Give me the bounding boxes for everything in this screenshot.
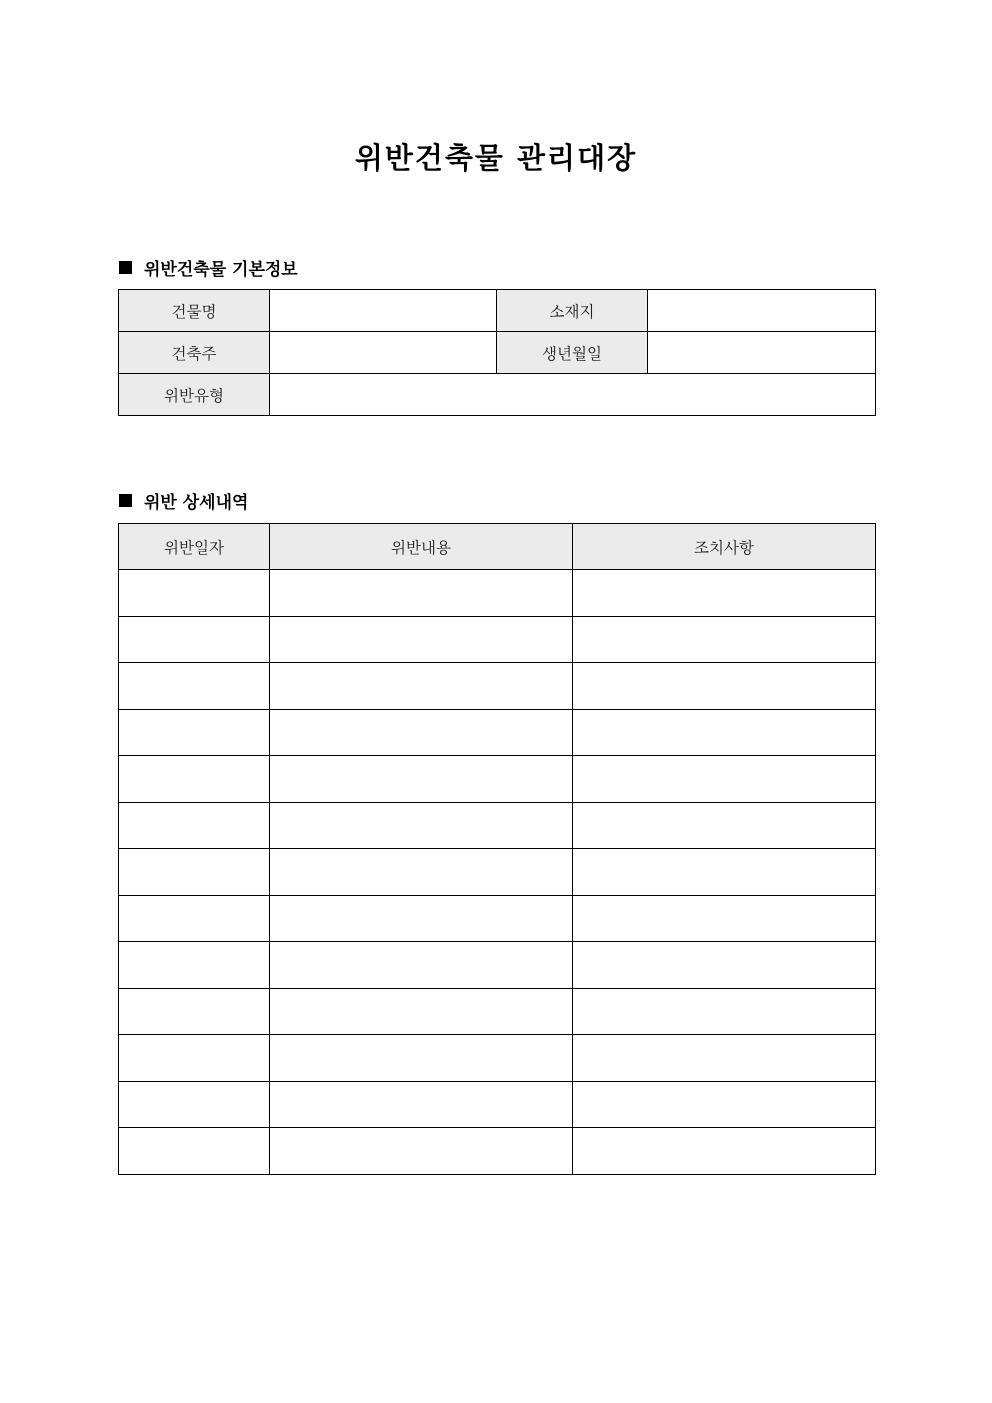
table-row (119, 374, 876, 416)
section-heading-violation-details (119, 488, 248, 513)
table-row (119, 942, 876, 989)
violation-date-cell[interactable] (119, 942, 270, 989)
table-row (119, 290, 876, 332)
location-field[interactable] (648, 290, 876, 332)
table-row (119, 1128, 876, 1175)
table-row (119, 1081, 876, 1128)
table-row (119, 988, 876, 1035)
building-name-label: 건물명 (119, 290, 270, 332)
violation-date-cell[interactable] (119, 802, 270, 849)
violation-content-cell[interactable] (270, 616, 573, 663)
section-heading-label: 위반 상세내역 (144, 493, 249, 513)
violation-date-cell[interactable] (119, 1128, 270, 1175)
violation-type-label: 위반유형 (119, 374, 270, 416)
section-heading-basic-info (119, 255, 298, 280)
table-row (119, 756, 876, 803)
violation-details-table (118, 523, 876, 1175)
action-taken-cell[interactable] (573, 895, 876, 942)
owner-label: 건축주 (119, 332, 270, 374)
violation-content-cell[interactable] (270, 1128, 573, 1175)
action-taken-cell[interactable] (573, 1128, 876, 1175)
violation-date-cell[interactable] (119, 988, 270, 1035)
violation-content-cell[interactable] (270, 663, 573, 710)
violation-content-cell[interactable] (270, 802, 573, 849)
violation-content-cell[interactable] (270, 849, 573, 896)
column-header-action-taken: 조치사항 (573, 524, 876, 570)
violation-content-cell[interactable] (270, 942, 573, 989)
table-row (119, 1035, 876, 1082)
violation-type-field[interactable] (270, 374, 876, 416)
violation-date-cell[interactable] (119, 895, 270, 942)
table-row (119, 849, 876, 896)
table-row (119, 895, 876, 942)
location-label: 소재지 (497, 290, 648, 332)
action-taken-cell[interactable] (573, 849, 876, 896)
birthdate-field[interactable] (648, 332, 876, 374)
violation-content-cell[interactable] (270, 1035, 573, 1082)
birthdate-label: 생년월일 (497, 332, 648, 374)
violation-content-cell[interactable] (270, 988, 573, 1035)
violation-content-cell[interactable] (270, 895, 573, 942)
violation-date-cell[interactable] (119, 1081, 270, 1128)
violation-date-cell[interactable] (119, 570, 270, 617)
action-taken-cell[interactable] (573, 663, 876, 710)
violation-content-cell[interactable] (270, 1081, 573, 1128)
section-heading-label: 위반건축물 기본정보 (144, 260, 298, 280)
action-taken-cell[interactable] (573, 616, 876, 663)
action-taken-cell[interactable] (573, 802, 876, 849)
basic-info-table (118, 289, 876, 416)
violation-date-cell[interactable] (119, 756, 270, 803)
square-bullet-icon (119, 261, 132, 274)
violation-date-cell[interactable] (119, 616, 270, 663)
column-header-violation-date: 위반일자 (119, 524, 270, 570)
table-row (119, 570, 876, 617)
action-taken-cell[interactable] (573, 942, 876, 989)
action-taken-cell[interactable] (573, 1081, 876, 1128)
page-title: 위반건축물 관리대장 (354, 141, 638, 175)
action-taken-cell[interactable] (573, 570, 876, 617)
table-row (119, 663, 876, 710)
table-row (119, 332, 876, 374)
table-header-row (119, 524, 876, 570)
building-name-field[interactable] (270, 290, 497, 332)
action-taken-cell[interactable] (573, 709, 876, 756)
violation-date-cell[interactable] (119, 1035, 270, 1082)
square-bullet-icon (119, 494, 132, 507)
violation-date-cell[interactable] (119, 849, 270, 896)
column-header-violation-content: 위반내용 (270, 524, 573, 570)
action-taken-cell[interactable] (573, 988, 876, 1035)
violation-content-cell[interactable] (270, 709, 573, 756)
action-taken-cell[interactable] (573, 1035, 876, 1082)
violation-content-cell[interactable] (270, 756, 573, 803)
table-row (119, 709, 876, 756)
violation-content-cell[interactable] (270, 570, 573, 617)
violation-date-cell[interactable] (119, 709, 270, 756)
violation-date-cell[interactable] (119, 663, 270, 710)
action-taken-cell[interactable] (573, 756, 876, 803)
owner-field[interactable] (270, 332, 497, 374)
table-row (119, 802, 876, 849)
table-row (119, 616, 876, 663)
